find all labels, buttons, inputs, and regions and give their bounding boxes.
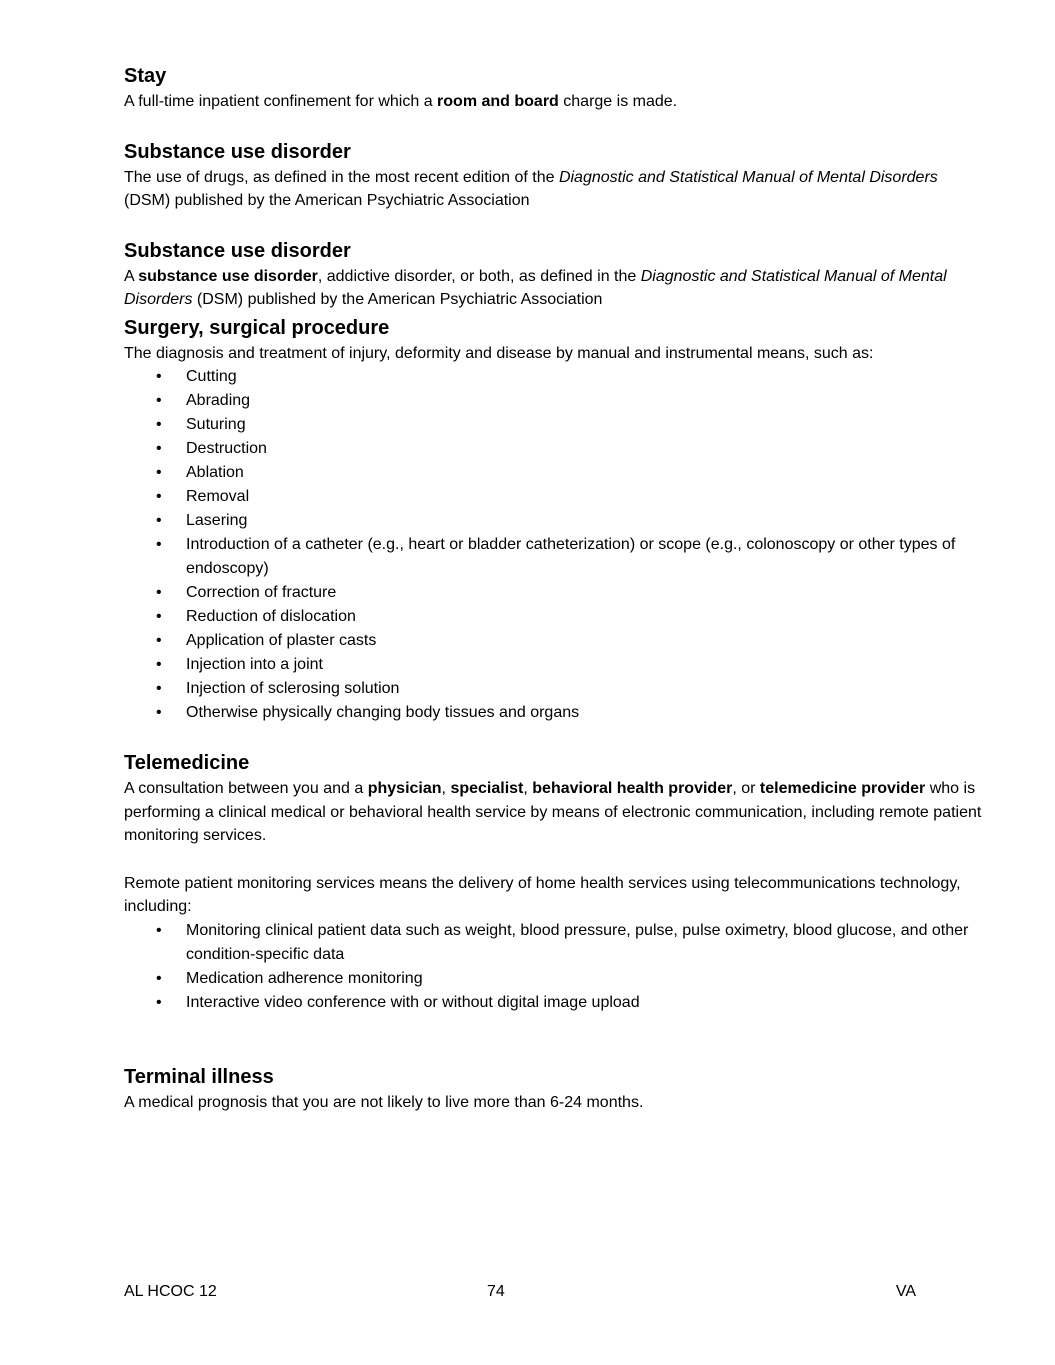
list-item-text: Injection of sclerosing solution bbox=[186, 680, 400, 697]
definition-telemedicine bbox=[124, 777, 984, 848]
bullet-icon: • bbox=[156, 416, 162, 433]
heading-stay: Stay bbox=[124, 65, 167, 87]
bullet-icon: • bbox=[156, 536, 162, 553]
text: (DSM) published by the American Psychiatric Association bbox=[124, 192, 530, 209]
section-telemedicine bbox=[124, 749, 984, 1039]
list-item bbox=[124, 413, 984, 437]
list-item-text: Abrading bbox=[186, 392, 251, 409]
list-item bbox=[124, 701, 984, 725]
bullet-icon: • bbox=[156, 440, 162, 457]
section-substance-use-disorder-2 bbox=[124, 237, 984, 312]
list-item bbox=[124, 629, 984, 653]
text: who is performing a clinical medical or behavioral health service by means of electronic communication, including remote patient monitoring services. bbox=[124, 780, 982, 844]
list-item bbox=[124, 389, 984, 413]
heading-telemedicine: Telemedicine bbox=[124, 752, 250, 774]
text: , addictive disorder, or both, as defined in the bbox=[317, 267, 641, 285]
list-item-text: Cutting bbox=[186, 368, 237, 385]
list-item-text: Injection into a joint bbox=[186, 656, 323, 673]
section-stay bbox=[124, 62, 984, 114]
heading-surgery: Surgery, surgical procedure bbox=[124, 316, 390, 339]
footer-page-number: 74 bbox=[487, 1283, 505, 1300]
bullet-icon: • bbox=[156, 392, 162, 409]
list-item-text: Removal bbox=[186, 488, 250, 505]
bullet-icon: • bbox=[156, 368, 162, 385]
bullet-icon: • bbox=[156, 993, 162, 1011]
section-terminal-illness bbox=[124, 1063, 984, 1115]
section-surgery bbox=[124, 314, 984, 726]
list-item-text: Suturing bbox=[186, 416, 246, 433]
surgery-intro: The diagnosis and treatment of injury, deformity and disease by manual and instrumental means, such as: bbox=[124, 344, 874, 362]
bullet-icon: • bbox=[156, 921, 162, 939]
list-item bbox=[124, 461, 984, 485]
paragraph-gap bbox=[124, 848, 984, 872]
list-item bbox=[124, 919, 984, 967]
bold-term: behavioral health provider bbox=[532, 780, 733, 797]
list-item-text: Application of plaster casts bbox=[186, 632, 377, 649]
text: charge is made. bbox=[558, 93, 678, 110]
list-item-text: Correction of fracture bbox=[186, 584, 337, 601]
list-item bbox=[124, 653, 984, 677]
bullet-icon: • bbox=[156, 608, 162, 625]
footer-doc-id: AL HCOC 12 bbox=[124, 1283, 217, 1300]
bullet-icon: • bbox=[156, 704, 162, 721]
list-item bbox=[124, 677, 984, 701]
list-item-text: Otherwise physically changing body tissues and organs bbox=[186, 704, 580, 721]
footer-state: VA bbox=[895, 1283, 916, 1300]
remote-monitoring-list bbox=[124, 919, 984, 1015]
bullet-icon: • bbox=[156, 656, 162, 673]
list-item-text: Introduction of a catheter (e.g., heart or bladder catheterization) or scope (e.g., colonoscopy or other types of endoscopy) bbox=[186, 536, 956, 577]
text: , bbox=[441, 780, 451, 797]
text: A full-time inpatient confinement for which a bbox=[124, 93, 438, 110]
bold-term: telemedicine provider bbox=[759, 780, 926, 797]
list-item bbox=[124, 991, 984, 1015]
list-item bbox=[124, 605, 984, 629]
definition-substance-use-disorder bbox=[124, 166, 984, 213]
bullet-icon: • bbox=[156, 680, 162, 697]
list-item-text: Lasering bbox=[186, 512, 248, 529]
bullet-icon: • bbox=[156, 969, 162, 987]
bold-term: specialist bbox=[450, 780, 524, 797]
text: , bbox=[523, 780, 533, 797]
document-page bbox=[124, 62, 984, 1138]
bullet-icon: • bbox=[156, 464, 162, 481]
definition-terminal-illness: A medical prognosis that you are not likely to live more than 6-24 months. bbox=[124, 1093, 644, 1111]
definition-stay bbox=[124, 90, 984, 114]
bold-term: room and board bbox=[437, 93, 559, 110]
list-item bbox=[124, 365, 984, 389]
text: The use of drugs, as defined in the most recent edition of the bbox=[124, 168, 559, 186]
heading-terminal-illness: Terminal illness bbox=[124, 1065, 274, 1088]
list-item bbox=[124, 509, 984, 533]
bold-term: physician bbox=[367, 780, 442, 797]
heading-substance-use-disorder: Substance use disorder bbox=[124, 239, 351, 262]
bullet-icon: • bbox=[156, 632, 162, 649]
list-item-text: Reduction of dislocation bbox=[186, 608, 356, 625]
list-item bbox=[124, 533, 984, 581]
text: A bbox=[124, 267, 139, 285]
surgery-list bbox=[124, 365, 984, 725]
list-item bbox=[124, 581, 984, 605]
list-item-text: Monitoring clinical patient data such as weight, blood pressure, pulse, pulse oximetry, blood glucose, and other condition-specific data bbox=[186, 921, 969, 963]
heading-substance-use-disorder: Substance use disorder bbox=[124, 140, 351, 163]
definition-substance-use-disorder bbox=[124, 265, 984, 312]
list-item-text: Medication adherence monitoring bbox=[186, 969, 423, 987]
list-item bbox=[124, 967, 984, 991]
list-item bbox=[124, 485, 984, 509]
remote-monitoring-intro: Remote patient monitoring services means the delivery of home health services using telecommunications technology, including: bbox=[124, 874, 961, 915]
list-item-text: Destruction bbox=[186, 440, 267, 457]
text: , or bbox=[732, 780, 760, 797]
text: (DSM) published by the American Psychiatric Association bbox=[192, 291, 603, 308]
bullet-icon: • bbox=[156, 512, 162, 529]
paragraph-gap bbox=[124, 1015, 984, 1039]
bullet-icon: • bbox=[156, 584, 162, 601]
text: A consultation between you and a bbox=[124, 780, 368, 797]
section-substance-use-disorder-1 bbox=[124, 138, 984, 213]
italic-title: Diagnostic and Statistical Manual of Mental Disorders bbox=[558, 168, 938, 186]
italic-title: Diagnostic and Statistical Manual of Mental Disorders bbox=[124, 267, 947, 308]
list-item-text: Interactive video conference with or without digital image upload bbox=[186, 993, 640, 1011]
bullet-icon: • bbox=[156, 488, 162, 505]
bold-term: substance use disorder bbox=[138, 267, 318, 285]
list-item bbox=[124, 437, 984, 461]
list-item-text: Ablation bbox=[186, 464, 244, 481]
